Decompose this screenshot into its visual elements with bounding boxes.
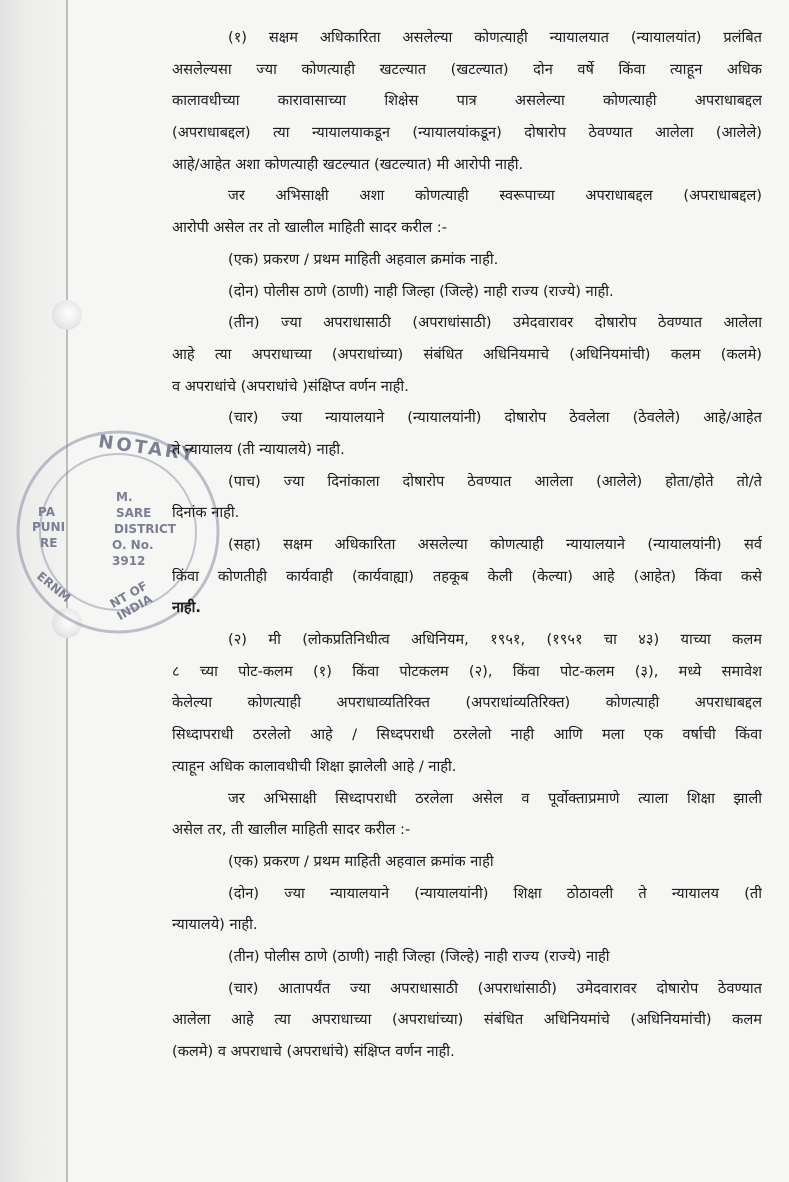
paragraph-line: (कलमे) व अपराधाचे (अपराधांचे) संक्षिप्त वर्णन नाही. bbox=[172, 1043, 455, 1060]
seal-text: RE bbox=[40, 536, 58, 550]
paragraph-line: आहे/आहेत अशा कोणत्याही खटल्यात (खटल्यात) मी आरोपी नाही. bbox=[172, 155, 524, 173]
seal-text: DISTRICT bbox=[114, 522, 176, 536]
paragraph-line: नाही. bbox=[172, 599, 201, 617]
list-item-line: (एक) प्रकरण / प्रथम माहिती अहवाल क्रमांक नाही bbox=[228, 852, 494, 870]
paragraph-line: ८ च्या पोट-कलम (१) किंवा पोटकलम (२), किंवा पोट-कलम (३), मध्ये समावेश bbox=[172, 662, 762, 680]
list-item-line: (एक) प्रकरण / प्रथम माहिती अहवाल क्रमांक नाही. bbox=[228, 250, 499, 268]
list-item-line: (दोन) ज्या न्यायालयाने (न्यायालयांनी) शिक्षा ठोठावली ते न्यायालय (ती bbox=[228, 884, 762, 902]
paragraph-line: सिध्दापराधी ठरलेलो आहे / सिध्दपराधी ठरलेलो नाही आणि मला एक वर्षाची किंवा bbox=[172, 726, 762, 744]
paragraph-line: असलेल्यसा ज्या कोणत्याही खटल्यात (खटल्यात) दोन वर्षे किंवा त्याहून अधिक bbox=[172, 60, 762, 78]
list-item-line: (तीन) पोलीस ठाणे (ठाणी) नाही जिल्हा (जिल्हे) नाही राज्य (राज्ये) नाही bbox=[228, 947, 610, 965]
paragraph-line: व अपराधांचे (अपराधांचे )संक्षिप्त वर्णन नाही. bbox=[172, 377, 409, 395]
paragraph-line: केलेल्या कोणत्याही अपराधाव्यतिरिक्त (अपराधांव्यतिरिक्त) कोणत्याही अपराधाबद्दल bbox=[172, 694, 762, 712]
paragraph-line: आलेला आहे त्या अपराधाच्या (अपराधांच्या) संबंधित अधिनियमांचे (अधिनियमांची) कलम bbox=[172, 1011, 762, 1029]
list-item-line: (दोन) पोलीस ठाणे (ठाणी) नाही जिल्हा (जिल्हे) नाही राज्य (राज्ये) नाही. bbox=[228, 282, 614, 300]
list-item-line: (चार) ज्या न्यायालयाने (न्यायालयांनी) दोषारोप ठेवलेला (ठेवलेले) आहे/आहेत bbox=[228, 409, 762, 427]
seal-text: O. No. bbox=[112, 538, 154, 552]
paragraph-line: त्याहून अधिक कालावधीची शिक्षा झालेली आहे / नाही. bbox=[172, 757, 457, 775]
paragraph-line: ते न्यायालय (ती न्यायालये) नाही. bbox=[172, 440, 345, 458]
paragraph-line: कालावधीच्या कारावासाच्या शिक्षेस पात्र असलेल्या कोणत्याही अपराधाबद्दल bbox=[172, 92, 762, 110]
seal-text: PUNI bbox=[32, 520, 66, 534]
list-item-line: (तीन) ज्या अपराधासाठी (अपराधांसाठी) उमेदवारावर दोषारोप ठेवण्यात आलेला bbox=[228, 314, 762, 332]
seal-top-arc: NOTARY bbox=[97, 431, 199, 466]
paragraph-line: न्यायालये) नाही. bbox=[172, 916, 258, 934]
seal-text: 3912 bbox=[112, 554, 146, 568]
document-body bbox=[172, 22, 762, 1068]
paragraph-line: आहे त्या अपराधाच्या (अपराधांच्या) संबंधित अधिनियमाचे (अधिनियमांची) कलम (कलमे) bbox=[172, 345, 762, 363]
paragraph-line: जर अभिसाक्षी सिध्दापराधी ठरलेला असेल व पूर्वोक्ताप्रमाणे त्याला शिक्षा झाली bbox=[228, 789, 762, 807]
paragraph-line: जर अभिसाक्षी अशा कोणत्याही स्वरूपाच्या अपराधाबद्दल (अपराधाबद्दल) bbox=[228, 187, 762, 205]
seal-text: NT OF INDIA bbox=[107, 578, 155, 624]
paragraph-line: (अपराधाबद्दल) त्या न्यायालयाकडून (न्यायालयांकडून) दोषारोप ठेवण्यात आलेला (आलेले) bbox=[172, 124, 762, 142]
seal-text: M. bbox=[116, 490, 133, 504]
paragraph-line: असेल तर, ती खालील माहिती सादर करील :- bbox=[172, 821, 411, 839]
paragraph-line: दिनांक नाही. bbox=[172, 504, 240, 522]
list-item-line: (सहा) सक्षम अधिकारिता असलेल्या कोणत्याही न्यायालयाने (न्यायालयांनी) सर्व bbox=[228, 536, 762, 553]
seal-text: ERNM bbox=[34, 568, 74, 606]
seal-text: SARE bbox=[116, 506, 152, 520]
seal-text: PA bbox=[38, 505, 55, 519]
punch-hole bbox=[52, 300, 82, 330]
paragraph-line: आरोपी असेल तर तो खालील माहिती सादर करील :- bbox=[172, 219, 447, 237]
paragraph-line: किंवा कोणतीही कार्यवाही (कार्यवाह्या) तहकूब केली (केल्या) आहे (आहेत) किंवा कसे bbox=[172, 567, 762, 585]
paragraph-line: (१) सक्षम अधिकारिता असलेल्या कोणत्याही न्यायालयात (न्यायालयांत) प्रलंबित bbox=[228, 29, 762, 46]
list-item-line: (पाच) ज्या दिनांकाला दोषारोप ठेवण्यात आलेला (आलेले) होता/होते तो/ते bbox=[228, 472, 762, 490]
paragraph-line: (२) मी (लोकप्रतिनिधीत्व अधिनियम, १९५१, (१९५१ चा ४३) याच्या कलम bbox=[228, 631, 762, 649]
list-item-line: (चार) आतापर्यंत ज्या अपराधासाठी (अपराधांसाठी) उमेदवारावर दोषारोप ठेवण्यात bbox=[228, 979, 762, 997]
